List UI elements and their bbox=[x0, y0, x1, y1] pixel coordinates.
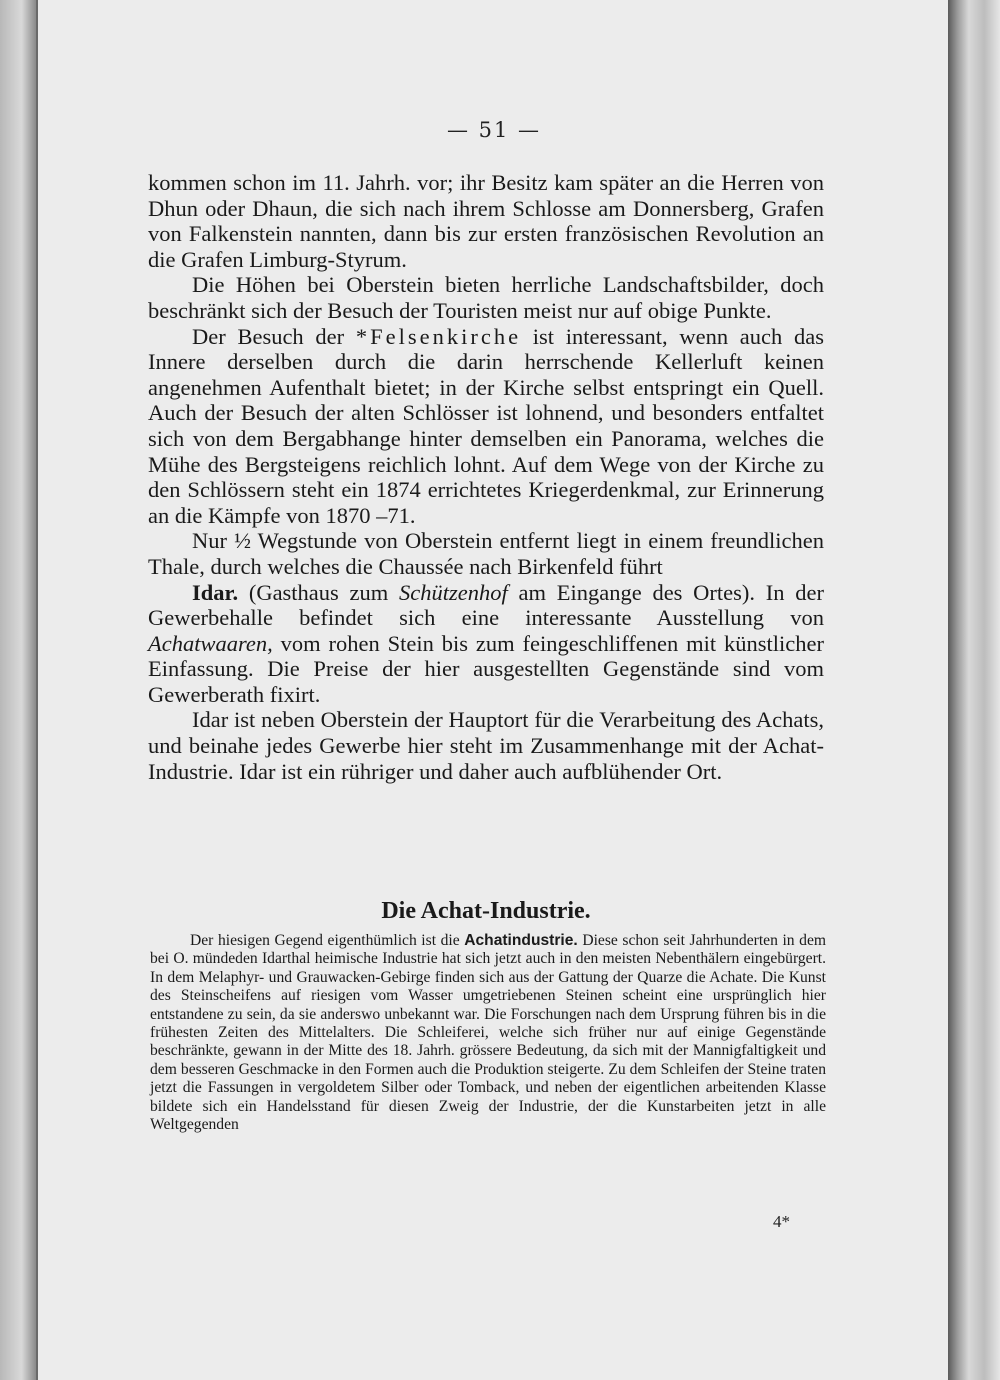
paragraph-5 bbox=[148, 580, 824, 708]
felsenkirche-term: *Felsenkirche bbox=[355, 323, 522, 349]
paragraph-3-rest: ist interessant, wenn auch das Innere derselben durch die darin herrschende Kellerluft keinen angenehmen Aufenthalt bietet; in der Kirche selbst entspringt ein Quell. Auch der Besuch der alten Schlösser ist lohnend, und besonders entfaltet sich von dem Bergabhange hinter demselben ein Panorama, welches die Mühe des Bergsteigens reichlich lohnt. Auf dem Wege von der Kirche zu den Schlössern steht ein 1874 errichtetes Kriegerdenkmal, zur Erinnerung an die Kämpfe von 1870 –71. bbox=[148, 323, 824, 528]
paragraph-4: Nur ½ Wegstunde von Oberstein entfernt liegt in einem freundlichen Thale, durch welches die Chaussée nach Birkenfeld führt bbox=[148, 528, 824, 579]
signature-mark: 4* bbox=[773, 1212, 790, 1231]
paragraph-5-part-c: vom rohen Stein bis zum feingeschliffenen mit künstlicher Einfassung. Die Preise der hier ausgestellten Gegenstände sind vom Gewerberath fixirt. bbox=[148, 630, 824, 707]
paragraph-3 bbox=[148, 324, 824, 529]
book-binding-edge bbox=[948, 0, 1000, 1380]
section-text-start: Der hiesigen Gegend eigenthümlich ist die bbox=[190, 932, 465, 949]
paragraph-5-part-b: am Eingange des Ortes). In der Gewerbehalle befindet sich eine interessante Ausstellung von bbox=[148, 579, 824, 631]
section-text-rest: Diese schon seit Jahrhunderten in dem bei O. mündeden Idarthal heimische Industrie hat sich jetzt auch in den meisten Nebenthälern eingebürgert. In dem Melaphyr- und Grauwacken-Gebirge finden sich aus der Gattung der Quarze die Achate. Die Kunst des Steinscheifens auf riesigen vom Wasser umgetriebenen Steinen scheint eine ursprünglich hier entstandene zu sein, da sie anderswo unbekannt war. Die Forschungen nach dem Ursprung führen bis in die frühesten Zeiten des Mittelalters. Die Schleiferei, welche sich früher nur auf einige Gegenstände beschränkte, gewann in der Mitte des 18. Jahrh. grössere Bedeutung, da sich mit der Mannigfaltigkeit und dem besseren Geschmacke in den Formen auch die Produktion steigerte. Zu dem Schleifen der Steine traten jetzt die Fassungen in vergoldetem Silber oder Tomback, und neben der eigentlichen arbeitenden Klasse bildete sich ein Handelsstand für diesen Zweig der Industrie, der die Kunstarbeiten jetzt in alle Weltgegenden bbox=[150, 932, 826, 1134]
section-text-block bbox=[150, 932, 826, 1134]
paragraph-3-start: Der Besuch der bbox=[192, 323, 356, 349]
achatindustrie-term: Achatindustrie. bbox=[464, 932, 578, 949]
page-number: — 51 — bbox=[446, 118, 542, 142]
paragraph-1: kommen schon im 11. Jahrh. vor; ihr Besitz kam später an die Herren von Dhun oder Dhaun, die sich nach ihrem Schlosse am Donnersberg, Grafen von Falkenstein nannten, dann bis zur ersten französischen Revolution an die Grafen Limburg-Styrum. bbox=[148, 170, 824, 272]
paragraph-5-part-a: (Gasthaus zum bbox=[238, 579, 400, 605]
main-text-block bbox=[148, 170, 824, 784]
idar-heading: Idar. bbox=[192, 579, 239, 605]
previous-page-edge bbox=[0, 0, 36, 1380]
book-page bbox=[36, 0, 950, 1380]
section-paragraph bbox=[150, 932, 826, 1134]
section-title: Die Achat-Industrie. bbox=[381, 898, 591, 924]
achatwaaren-term: Achatwaaren, bbox=[148, 630, 273, 656]
paragraph-6: Idar ist neben Oberstein der Hauptort für die Verarbeitung des Achats, und beinahe jedes Gewerbe hier steht im Zusammenhange mit der Achat-Industrie. Idar ist ein rühriger und daher auch aufblühender Ort. bbox=[148, 707, 824, 784]
schuetzenhof-name: Schützenhof bbox=[399, 579, 508, 605]
paragraph-2: Die Höhen bei Oberstein bieten herrliche Landschaftsbilder, doch beschränkt sich der Besuch der Touristen meist nur auf obige Punkte. bbox=[148, 272, 824, 323]
